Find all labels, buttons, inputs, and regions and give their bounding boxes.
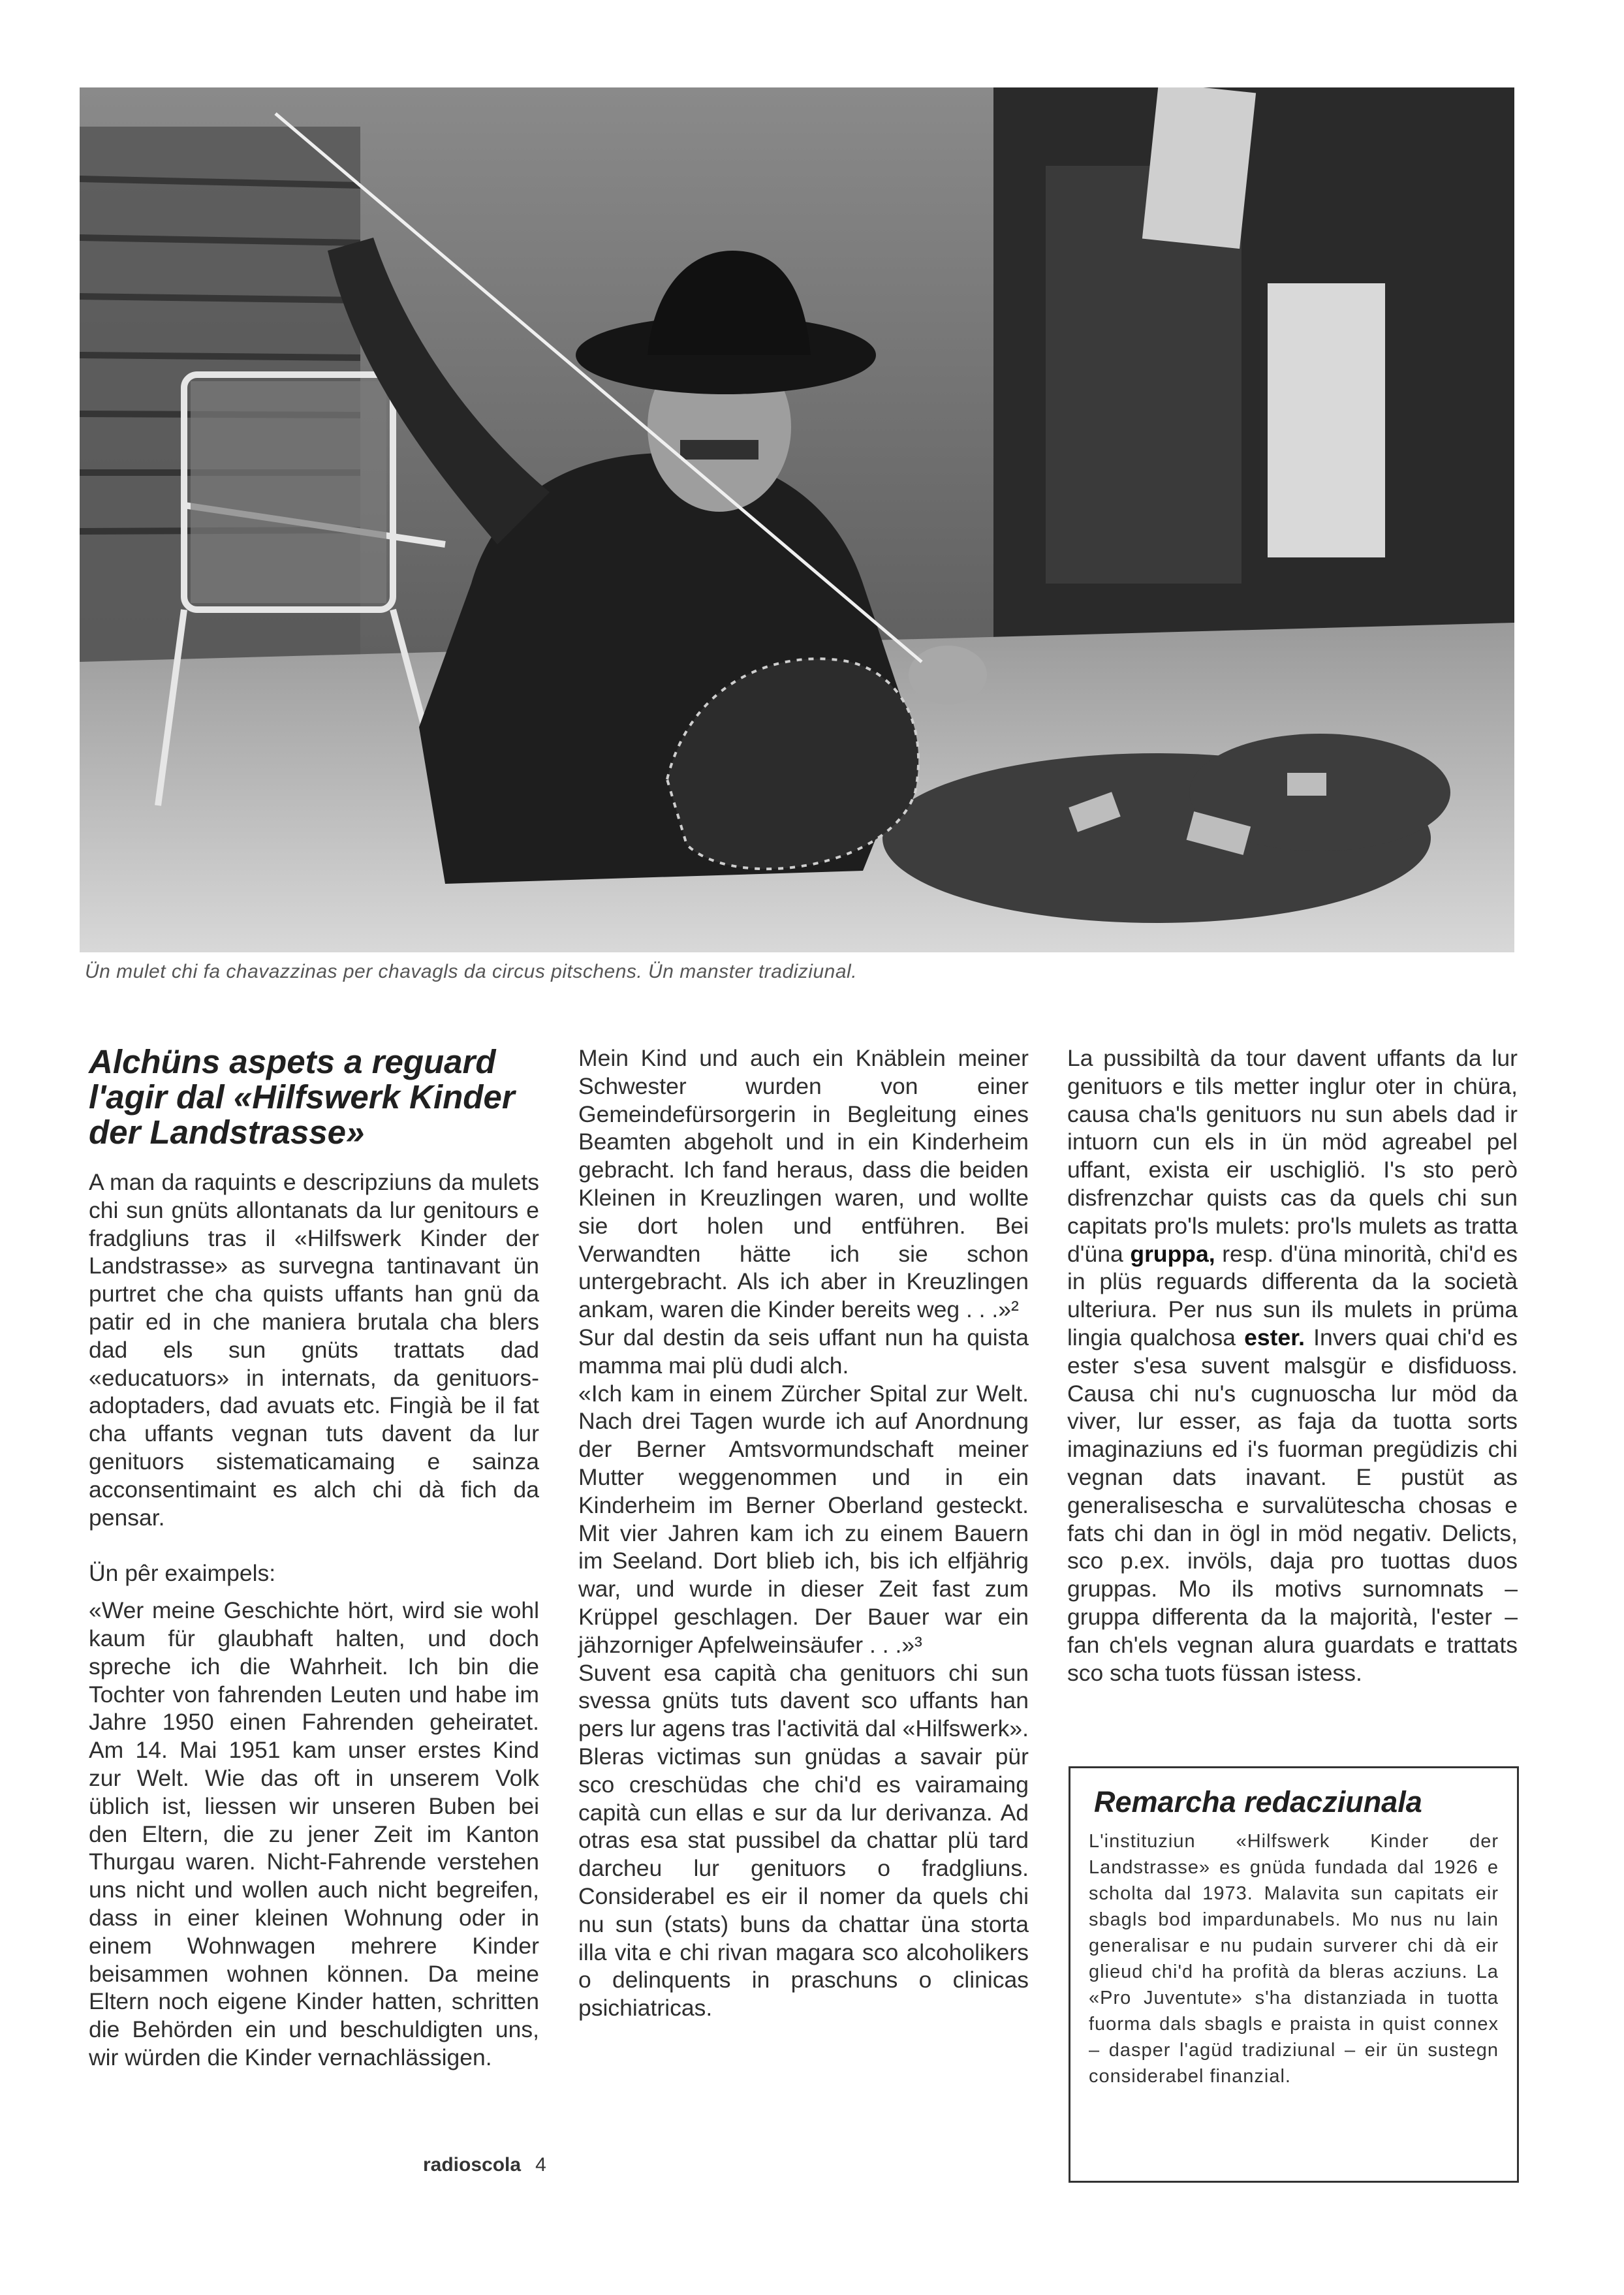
paragraph: Mein Kind und auch ein Knäblein meiner Schwester wurden von einer Gemeindefürsorgerin in Begleitung eines Beamten abgeholt und in ein Kinderheim gebracht. Ich fand heraus, dass die beiden Kleinen in Kreuzlingen waren, und wollte sie dort holen und entführen. Bei Verwandten hätte ich sie schon untergebracht. Als ich aber in Kreuzlingen ankam, waren die Kinder bereits weg . . .»² — [578, 1045, 1029, 1323]
paragraph: Sur dal destin da seis uffant nun ha quista mamma mai plü dudi alch. — [578, 1324, 1029, 1379]
photo-caption: Ün mulet chi fa chavazzinas per chavagls da circus pitschens. Ün manster tradiziunal. — [85, 961, 858, 982]
emphasis-text: ester. — [1244, 1324, 1305, 1350]
paragraph: A man da raquints e descripziuns da mulets chi sun gnüts allontanats da lur genitours e fradgliuns tras il «Hilfswerk Kinder der Landstrasse» as survegna tantinavant ün purtret che cha quists uffants han gnü da patir ed in che maniera brutala cha blers dad els sun gnüts trattats dad «educatuors» in internats, da genituors-adoptaders, dad avuats etc. Fingià be il fat cha uffants vegnan tuts davent da lur genituors sistematicamaing e sainza acconsentimaint es alch chi dà fich da pensar. — [89, 1169, 539, 1531]
paragraph — [1067, 1044, 1518, 1687]
emphasis-text: gruppa, — [1130, 1240, 1215, 1267]
paragraph: «Ich kam in einem Zürcher Spital zur Welt. Nach drei Tagen wurde ich auf Anordnung der Berner Amtsvormundschaft meiner Mutter weggenommen und in ein Kinderheim im Berner Oberland gesteckt. Mit vier Jahren kam ich zu einem Bauern im Seeland. Dort blieb ich, bis ich elfjährig war, und wurde in dieser Zeit fast zum Krüppel geschlagen. Der Bauer war ein jähzorniger Apfelweinsäufer . . .»³ — [578, 1380, 1029, 1658]
page-footer — [423, 2154, 546, 2176]
craftsman-photo-illustration — [80, 87, 1514, 952]
text-run: Invers quai chi'd es ester s'esa suvent malsgür e disfiduoss. Causa chi nu's cugnuoscha lur möd da viver, lur esser, as faja da tuotta sorts imaginaziuns ed i's fuorman pregüdizis chi vegnan dats inavant. E pustüt as generalisescha e survalütescha chosas e fats chi dan in ögl in möd negativ. Delicts, sco p.ex. invöls, daja pro tuottas duos gruppas. Mo ils motivs surnomnats – gruppa differenta da la majorità, l'ester – fan ch'els vegnan alura guardats e trattats sco scha tuots füssan istess. — [1067, 1324, 1518, 1686]
article-column-3 — [1067, 1044, 1518, 1687]
paragraph: «Wer meine Geschichte hört, wird sie wohl kaum für glaubhaft halten, und doch spreche ich die Wahrheit. Ich bin die Tochter von fahrenden Leuten und habe im Jahre 1950 einen Fahrenden geheiratet. Am 14. Mai 1951 kam unser erstes Kind zur Welt. Wie das oft in unserem Volk üblich ist, liessen wir unseren Buben bei den Eltern, die zu jener Zeit im Kanton Thurgau waren. Nicht-Fahrende verstehen uns nicht und wollen auch nicht begreifen, dass in einer kleinen Wohnung oder in einem Wohnwagen mehrere Kinder beisammen wohnen können. Da meine Eltern noch eigene Kinder hatten, schritten die Behörden ein und beschuldigten uns, wir würden die Kinder vernachlässigen. — [89, 1597, 539, 2070]
paragraph: Ün pêr exaimpels: — [89, 1560, 276, 1587]
paragraph: Suvent esa capità cha genituors chi sun svessa gnüts tuts davent sco uffants han pers lur agens tras l'activitä dal «Hilfswerk». Bleras victimas sun gnüdas a savair pür sco creschüdas che chi'd es vairamaing capità cun ellas e sur da lur derivanza. Ad otras esa stat pussibel da chattar plü tard darcheu lur genituors o fradgliuns. Considerabel es eir il nomer da quels chi nu sun (stats) buns da chattar üna storta illa vita e chi rivan magara sco alcoholikers o delinquents in praschuns o clinicas psichiatricas. — [578, 1659, 1029, 2022]
editor-note-body: L'instituziun «Hilfswerk Kinder der Landstrasse» es gnüda fundada dal 1926 e scholta dal 1973. Malavita sun capitats eir sbagls bod impardunabels. Mo nus nu lain generalisar e nu pudain surverer chi dà eir glieud chi'd ha profità da bleras acziuns. La «Pro Juventute» s'ha distanziada in tuotta fuorma dals sbagls e praista in quist connex – dasper l'agüd tradiziunal – eir ün sustegn considerabel finanzial. — [1089, 1831, 1499, 2087]
editor-note-box — [1069, 1766, 1519, 2183]
article-column-2 — [578, 1044, 1029, 2022]
text-run: La pussibiltà da tour davent uffants da lur genituors e tils metter inglur oter in chüra, causa cha'ls genituors nu sun abels dad ir intuorn cun els in ün möd agreabel pel uffant, exista eir uschigliö. I's sto però disfrenzchar quists cas da quels chi sun capitats pro'ls mulets: pro'ls mulets as tratta d'üna — [1067, 1045, 1518, 1267]
article-photo — [80, 87, 1514, 952]
publication-name: radioscola — [423, 2154, 522, 2176]
article-headline: Alchüns aspets a reguard l'agir dal «Hilfswerk Kinder der Landstrasse» — [89, 1043, 515, 1151]
page-number: 4 — [535, 2154, 546, 2176]
article-column-1 — [89, 1044, 539, 2072]
text-run: resp. d'üna minorità, chi'd es in plüs reguards differenta da la società ulteriura. Per nus sun ils mulets in prüma lingia qualchosa — [1067, 1240, 1518, 1350]
editor-note-title: Remarcha redacziunala — [1094, 1785, 1422, 1819]
